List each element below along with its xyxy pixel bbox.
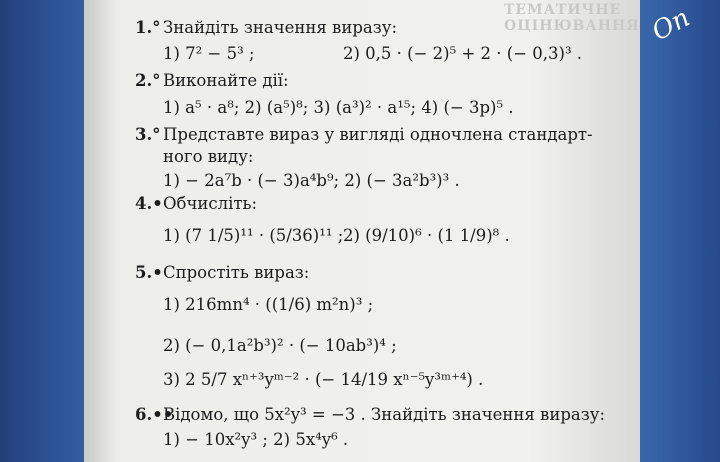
task-3-title: 3.° Представте вираз у вигляді одночлена стандарт- <box>135 125 593 144</box>
task-5-part-1: 1) 216mn⁴ · ((1/6) m²n)³ ; <box>163 295 374 314</box>
task-4-part-b: 2) (9/10)⁶ · (1 1/9)⁸ . <box>343 226 510 245</box>
task-1-part-b: 2) 0,5 · (− 2)⁵ + 2 · (− 0,3)³ . <box>343 44 583 63</box>
bleed-through-text: ТЕМАТИЧНЕ ОЦІНЮВАННЯ <box>504 2 640 34</box>
task-2-parts: 1) a⁵ · a⁸; 2) (a⁵)⁸; 3) (a³)² · a¹⁵; 4) (− 3p)⁵ . <box>163 98 514 117</box>
cover-logo: Оп <box>647 2 695 48</box>
task-6-title: 6.••Відомо, що 5x²y³ = −3 . Знайдіть значення виразу: <box>135 405 606 424</box>
book-cover-left <box>0 0 92 462</box>
task-6-parts: 1) − 10x²y³ ; 2) 5x⁴y⁶ . <box>163 430 349 449</box>
task-5-title: 5.•Спростіть вираз: <box>135 263 310 282</box>
task-5-part-2: 2) (− 0,1a²b³)² · (− 10ab³)⁴ ; <box>163 336 397 355</box>
task-4-part-a: 1) (7 1/5)¹¹ · (5/36)¹¹ ; <box>163 226 344 245</box>
task-3-title-cont: ного виду: <box>163 147 254 166</box>
task-1-part-a: 1) 7² − 5³ ; <box>163 44 255 63</box>
task-1-title: 1.° Знайдіть значення виразу: <box>135 18 398 37</box>
task-3-parts: 1) − 2a⁷b · (− 3)a⁴b⁹; 2) (− 3a²b³)³ . <box>163 171 460 190</box>
book-cover-right <box>638 0 720 462</box>
task-4-title: 4.•Обчисліть: <box>135 194 258 213</box>
task-5-part-3: 3) 2 5/7 xⁿ⁺³yᵐ⁻² · (− 14/19 xⁿ⁻⁵y³ᵐ⁺⁴) . <box>163 370 484 389</box>
task-2-title: 2.° Виконайте дії: <box>135 71 289 90</box>
